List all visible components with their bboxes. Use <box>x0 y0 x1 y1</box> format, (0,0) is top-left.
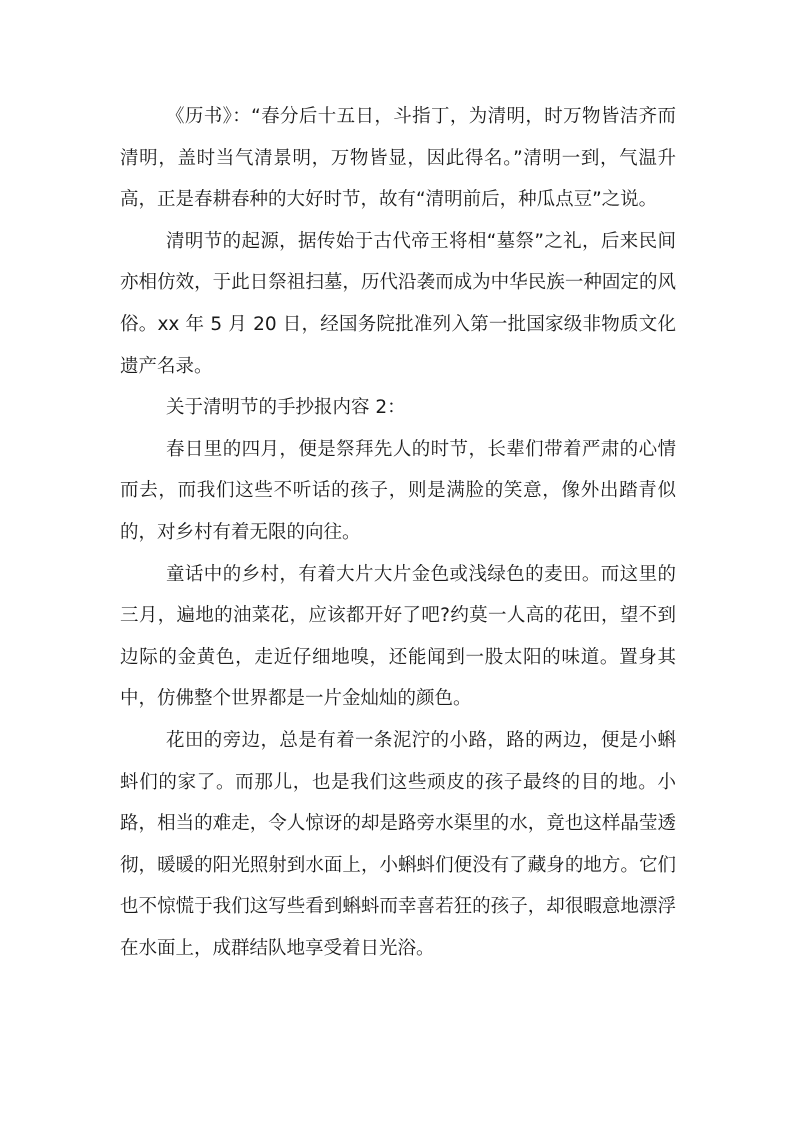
paragraph-1: 《历书》：“春分后十五日，斗指丁，为清明，时万物皆洁齐而清明，盖时当气清景明，万物皆显，因此得名。”清明一到，气温升高，正是春耕春种的大好时节，故有“清明前后，种瓜点豆”之说。 <box>120 106 676 211</box>
paragraph-4: 童话中的乡村，有着大片大片金色或浅绿色的麦田。而这里的三月，遍地的油菜花，应该都开好了吧?约莫一人高的花田，望不到边际的金黄色，走近仔细地嗅，还能闻到一股太阳的味道。置身其中，仿佛整个世界都是一片金灿灿的颜色。 <box>120 563 676 710</box>
document-body <box>120 96 676 969</box>
paragraph-3: 春日里的四月，便是祭拜先人的时节，长辈们带着严肃的心情而去，而我们这些不听话的孩子，则是满脸的笑意，像外出踏青似的，对乡村有着无限的向往。 <box>120 438 676 543</box>
paragraph-5: 花田的旁边，总是有着一条泥泞的小路，路的两边，便是小蝌蚪们的家了。而那儿，也是我们这些顽皮的孩子最终的目的地。小路，相当的难走，令人惊讶的却是路旁水渠里的水，竟也这样晶莹透彻，暖暖的阳光照射到水面上，小蝌蚪们便没有了藏身的地方。它们也不惊慌于我们这写些看到蝌蚪而幸喜若狂的孩子，却很暇意地漂浮在水面上，成群结队地享受着日光浴。 <box>120 729 676 959</box>
section-heading: 关于清明节的手抄报内容 2： <box>166 397 406 419</box>
paragraph-2: 清明节的起源，据传始于古代帝王将相“墓祭”之礼，后来民间亦相仿效，于此日祭祖扫墓，历代沿袭而成为中华民族一种固定的风俗。xx 年 5 月 20 日，经国务院批准列入第一批国家级非物质文化遗产名录。 <box>120 230 676 377</box>
